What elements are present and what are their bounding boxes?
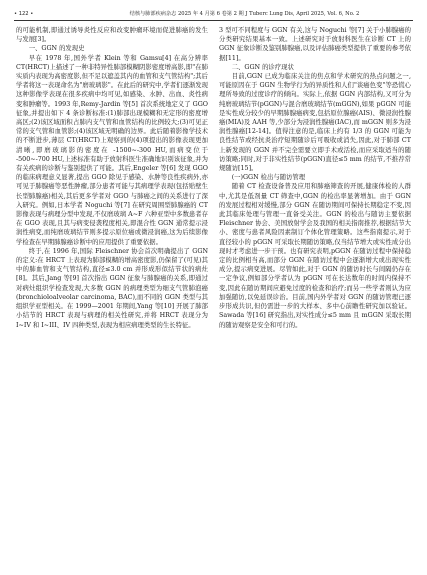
subsection-heading-follow-up: (一)GGN 检出与随访管理: [231, 174, 306, 182]
paragraph: 终于,在 1996 年,国际 Fleischner 协会首次明确提出了 GGN 的定义:在 HRCT 上表现为肺部模糊的增高密度影,仍保留了(可见)其中的肺血管和支气管结构,直径≤3.0 cm 并形成形似结节状的病灶[8]。其后,Jang 等[9] 首次指出 GGN 征象与肺腺癌的关系,即通过对病灶组织学检查发现,大多数 GGN 的病理类型为细支气管肺泡癌(bronchioloalveolar carcinoma, BAC),而不同的 GGN 类型与其组织学亚型相关。在 1999—2001 年期间,Yang 等[10] 开展了肺部小结节的 HRCT 表现与病理的相关性研究,并将 HRCT 表现分为 I~IV 和 I~III、IV 四种类型,表现为相应病理类型的生长特征。: [16, 247, 208, 329]
journal-running-title: 结核与肺部疾病杂志 2025 年 4 月第 6 卷第 2 期 J Tuberc Lung Dis, April 2025, Vol. 6, No. 2: [129, 11, 360, 17]
section-heading-history: 一、GGN 的发现史: [28, 45, 85, 53]
section-heading-status: 二、GGN 的诊疗现状: [231, 63, 294, 71]
paragraph: 3 型可不同程度与 GGN 有关,这与 Noguchi 等[7] 关于小肺腺癌的分类研究结果基本一致。上述研究对于放射科医生在诊断 CT 上的 GGN 征象诊断及鉴别肺腺癌,以及评估肺癌类型提供了重要的参考依据[11]。: [219, 27, 411, 62]
left-column: [16, 26, 208, 571]
header-rule: [14, 20, 413, 21]
paragraph: 目前,GGN 已成为临床关注的焦点和学术研究的热点问题之一,可能原因在于 GGN 生物学行为的异质性和人们"谈癌色变"等恐慌心理所导致的过度诊疗的倾向。实际上,依据 GGN 内部结构,又可分为纯磨玻璃结节(pGGN)与混合磨玻璃结节(mGGN),如果 pGGN 可能是实性成分较少的早期肺腺癌病变,包括原位腺癌(AIS)、微浸润性腺癌(MIA)及 AAH 等,少部分为浸润性腺癌(IAC),而 mGGN 则多为浸润性腺癌[12-14]。值得注意的是,临床上约有 1/3 的 GGN 可能为良性结节或经抗炎治疗短期随诊后可吸收或消失,因此,对于肺部 CT 上新发现的 GGN 并不完全需要立即手术或活检,而应采取适当的随访策略;同时,对于非实性结节(pGGN)直径≤5 mm 的结节,不推荐常规随访[15]。: [219, 73, 411, 173]
paragraph: 早在 1978 年,国外学者 Klein 等和 Gamsu[4] 在高分辨率 CT(HRCT)上描述了一种非特异性肺部模糊阴影密度增高影,即"在肺实质内表现为高密度影,但不足以遮盖其内的血管和支气管结构";其后学者将这一表现命名为"磨玻璃影"。在此后的研究中,学者们逐渐发现这种影像学表现在很多疾病中均可见,如感染、水肿、出血、炎性病变和肿瘤等。1993 年,Remy-Jardin 等[5] 首次系统地定义了 GGO 征象,并提出如下 4 条诊断标准:(1)肺部出现模糊和无定形的密度增高区;(2)该区域面积占肺内支气管和血管结构的比例较大;(3)可见正常的支气管和血管影;(4)该区域无明确的边界。此后随着影像学技术的不断进步,薄层 CT(HRCT)上观察到的(4)项提出的影像表现更加清晰,即磨玻璃影的密度在 -1500~-300 HU,而病变位于 -500~-700 HU,上述标准有助于放射科医生准确地识别该征象,并为有关疾病的诊断与鉴别提供了可能。其后,Engeler 等[6] 发现 GGO 的临床病理意义显著,提出 GGO 除见于感染、水肿等良性疾病外,亦可见于肺腺癌等恶性肿瘤,部分患者可能与其病理学表现(包括贴壁生长型肺腺癌)相关,其后更多学者对 GGO 与肺癌之间的关系进行了深入研究。例如,日本学者 Noguchi 等[7] 在研究周围型肺腺癌的 CT 影像表现与病理分型中发现,不仅磨玻璃 A~F 六种亚型中多数患者存在 GGO 表现,且其与病变侵袭程度相关,即混合性 GGN 通常提示浸润性病变,而纯磨玻璃结节则多提示原位癌或微浸润癌,这为后续影像学检查在早期肺腺癌诊断中的应用提供了重要依据。: [16, 54, 208, 246]
page-number: • 122 •: [14, 11, 34, 17]
page-header: [14, 8, 413, 20]
right-column: [219, 26, 411, 571]
paragraph: 随着 CT 检查设备普及应用和肺癌筛查的开展,健康体检的人群中,尤其是低剂量 CT 筛查中,GGN 的检出率显著增加。由于 GGN 的发展过程相对缓慢,部分 GGN 在随访期间可保持长期稳定不变,因此其临床处理与管理一直备受关注。GGN 的检出与随访主要依据 Fleischner 协会、美国放射学会及我国的相关指南推荐,根据结节大小、密度与患者风险因素制订个体化管理策略。这些指南提示,对于直径较小的 pGGN 可采取长期随访策略,仅当结节增大或实性成分出现时才考虑进一步干预。也有研究表明,pGGN 在随访过程中保持稳定的比例相当高,而部分 GGN 在随访过程中会逐渐增大或出现实性成分,提示病变进展。尽管如此,对于 GGN 的随访时长与间隔仍存在一定争议,例如部分学者认为 pGGN 可在长达数年的时间内保持不变,因此在随访期间应避免过度的检查和治疗;而另一些学者则认为应加强随访,以免延误诊治。目前,国内外学者对 GGN 的随访管理已逐步形成共识,但仍需进一步的大样本、多中心前瞻性研究加以验证。Sawada 等[16] 研究指出,对实性成分≤5 mm 且 mGGN 采取长期的随访观察是安全和可行的。: [219, 183, 411, 329]
paragraph: 的可能机制,即通过诱导炎性反应和改变肿瘤环境而促进肺癌的发生与发展[3]。: [16, 27, 208, 44]
